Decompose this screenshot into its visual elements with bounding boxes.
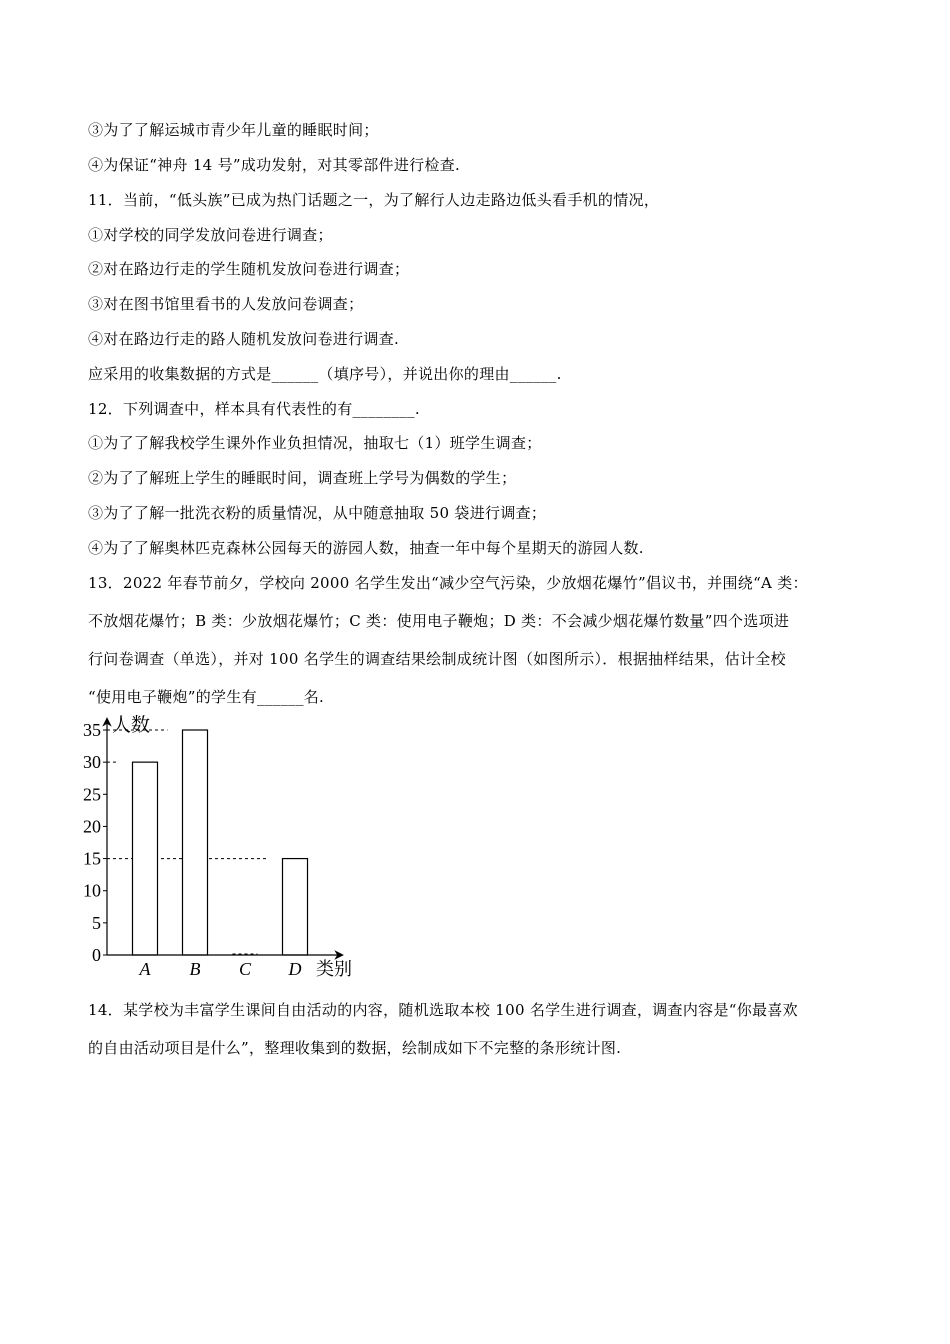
text-line: ②对在路边行走的学生随机发放问卷进行调查； (88, 260, 410, 278)
text-line: ④为保证“神舟 14 号”成功发射，对其零部件进行检查. (88, 156, 461, 174)
category-label: A (139, 959, 151, 979)
y-tick-label: 5 (92, 912, 101, 933)
text-line: 行问卷调查（单选），并对 100 名学生的调查结果绘制成统计图（如图所示）．根据抽样结果，估计全校 (88, 650, 786, 668)
text-line: “使用电子鞭炮”的学生有______名. (88, 688, 325, 706)
category-label: B (189, 959, 201, 979)
text-line: 的自由活动项目是什么”，整理收集到的数据，绘制成如下不完整的条形统计图. (88, 1039, 622, 1057)
text-line: ①为了了解我校学生课外作业负担情况，抽取七（1）班学生调查； (88, 434, 542, 452)
category-label: D (288, 959, 302, 979)
question-14-stem: 14．某学校为丰富学生课间自由活动的内容，随机选取本校 100 名学生进行调查，调查内容是“你最喜欢 (88, 1001, 798, 1019)
y-axis-label: 人数 (112, 715, 151, 736)
question-13-stem: 13．2022 年春节前夕，学校向 2000 名学生发出“减少空气污染，少放烟花爆竹”倡议书，并围绕“A 类： (88, 574, 808, 592)
text-line: ④对在路边行走的路人随机发放问卷进行调查. (88, 330, 400, 348)
text-line: ③对在图书馆里看书的人发放问卷调查； (88, 295, 364, 313)
y-tick-label: 35 (83, 720, 101, 740)
y-tick-label: 25 (83, 784, 101, 805)
text-line: 不放烟花爆竹；B 类：少放烟花爆竹；C 类：使用电子鞭炮；D 类：不会减少烟花爆竹数量”四个选项进 (88, 612, 790, 630)
x-axis-label: 类别 (316, 959, 352, 979)
question-11-prompt: 应采用的收集数据的方式是______（填序号），并说出你的理由______. (88, 365, 562, 383)
category-label: C (238, 959, 252, 979)
y-tick-label: 20 (83, 816, 101, 837)
text-line: ②为了了解班上学生的睡眠时间，调查班上学号为偶数的学生； (88, 469, 517, 487)
text-line: ③为了了解运城市青少年儿童的睡眠时间； (88, 121, 379, 139)
y-tick-label: 0 (92, 945, 101, 965)
bar-chart (80, 705, 380, 985)
bar-B (183, 730, 208, 955)
y-tick-label: 15 (83, 848, 101, 869)
bar-D (283, 859, 308, 955)
question-11-stem: 11．当前，“低头族”已成为热门话题之一，为了解行人边走路边低头看手机的情况， (88, 191, 660, 209)
y-tick-label: 30 (83, 752, 101, 773)
text-line: ③为了了解一批洗衣粉的质量情况，从中随意抽取 50 袋进行调查； (88, 504, 547, 522)
text-line: ①对学校的同学发放问卷进行调查； (88, 226, 333, 244)
bar-A (133, 762, 158, 955)
y-tick-label: 10 (83, 880, 101, 901)
question-12-stem: 12．下列调查中，样本具有代表性的有________. (88, 400, 420, 418)
text-line: ④为了了解奥林匹克森林公园每天的游园人数，抽查一年中每个星期天的游园人数. (88, 539, 644, 557)
